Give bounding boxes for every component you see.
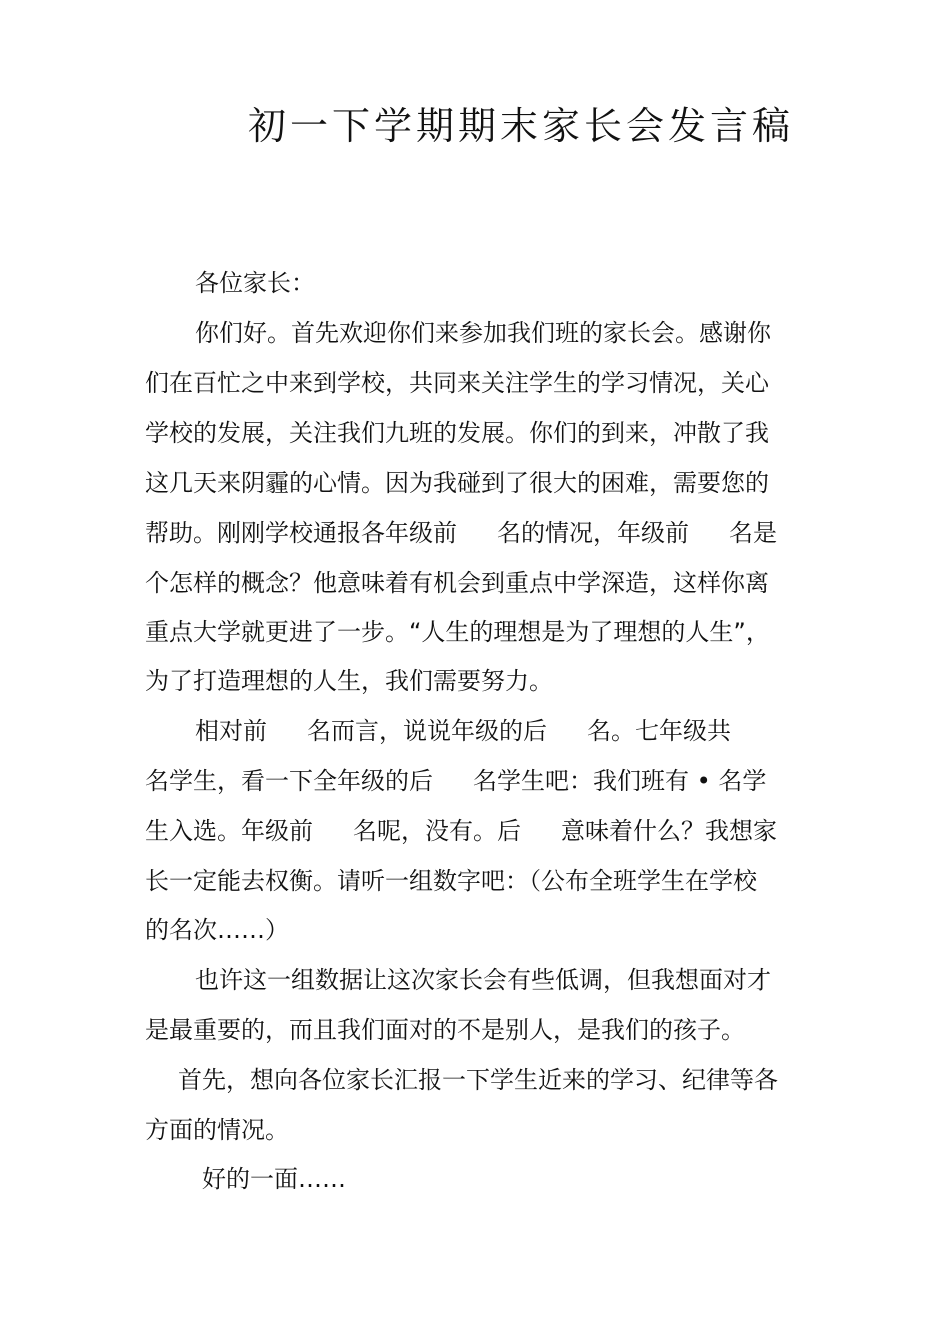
text-line [145, 513, 815, 553]
text-line: 的名次……） [145, 916, 289, 944]
text-segment: 名学生，看一下全年级的后 [145, 767, 433, 795]
text-line: 好的一面…… [202, 1165, 346, 1193]
text-segment: 名而言，说说年级的后 [307, 717, 547, 745]
text-segment: 生入选。年级前 [145, 817, 313, 845]
text-line: 学校的发展，关注我们九班的发展。你们的到来，冲散了我 [145, 419, 769, 447]
text-line: 为了打造理想的人生，我们需要努力。 [145, 667, 553, 695]
text-line: 是最重要的，而且我们面对的不是别人，是我们的孩子。 [145, 1016, 745, 1044]
text-segment: 意味着什么？我想家 [561, 817, 777, 845]
text-line: 重点大学就更进了一步。“人生的理想是为了理想的人生”， [145, 618, 770, 646]
text-segment: 名学生吧：我们班有 • 名学 [473, 767, 767, 795]
text-line: 首先，想向各位家长汇报一下学生近来的学习、纪律等各 [178, 1066, 778, 1094]
text-line [145, 811, 815, 851]
document-title: 初一下学期期末家长会发言稿 [248, 104, 795, 148]
text-line: 个怎样的概念？他意味着有机会到重点中学深造，这样你离 [145, 569, 769, 597]
text-segment: 名的情况，年级前 [497, 519, 689, 547]
text-line [145, 761, 815, 801]
text-segment: 名是 [729, 519, 777, 547]
text-line: 这几天来阴霾的心情。因为我碰到了很大的困难，需要您的 [145, 469, 769, 497]
salutation: 各位家长： [195, 269, 315, 297]
text-segment: 名。七年级共 [587, 717, 731, 745]
text-line: 也许这一组数据让这次家长会有些低调，但我想面对才 [195, 966, 771, 994]
text-line [195, 711, 865, 751]
text-line: 们在百忙之中来到学校，共同来关注学生的学习情况，关心 [145, 369, 769, 397]
text-segment: 名呢，没有。后 [353, 817, 521, 845]
text-line: 你们好。首先欢迎你们来参加我们班的家长会。感谢你 [195, 319, 771, 347]
text-segment: 帮助。刚刚学校通报各年级前 [145, 519, 457, 547]
text-line: 方面的情况。 [145, 1116, 289, 1144]
text-line: 长一定能去权衡。请听一组数字吧：（公布全班学生在学校 [145, 867, 757, 895]
text-segment: 相对前 [195, 717, 267, 745]
